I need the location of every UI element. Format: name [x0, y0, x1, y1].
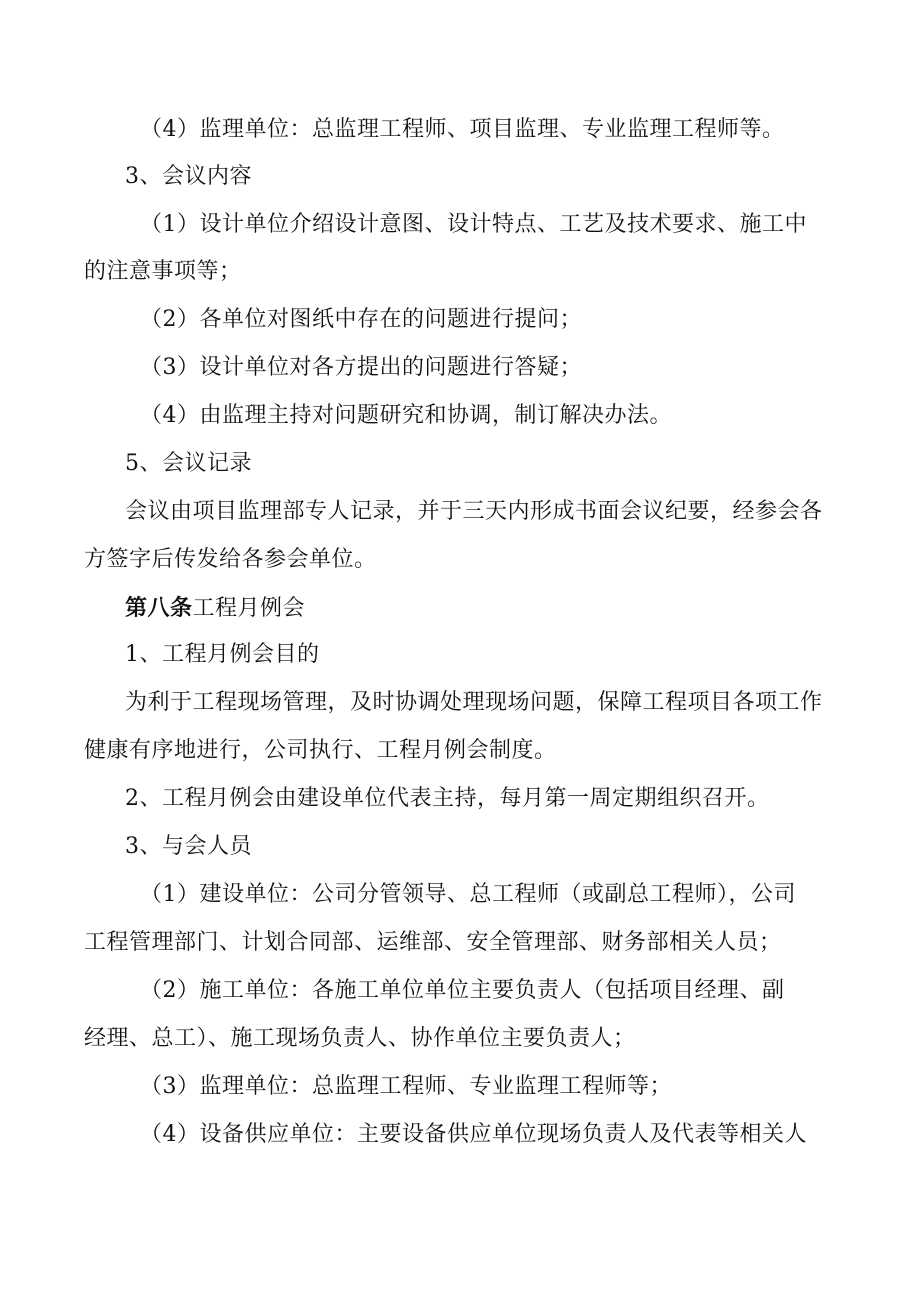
- paragraph-line: （4）监理单位：总监理工程师、项目监理、专业监理工程师等。: [140, 117, 785, 142]
- article-heading: [125, 593, 305, 624]
- paragraph-line: （2）各单位对图纸中存在的问题进行提问；: [140, 307, 582, 332]
- article-number: 第八条: [125, 595, 193, 621]
- paragraph-line: 方签字后传发给各参会单位。: [84, 547, 377, 572]
- paragraph-line: 工程管理部门、计划合同部、运维部、安全管理部、财务部相关人员；: [84, 930, 782, 955]
- article-title: 工程月例会: [192, 596, 306, 621]
- section-heading: 3、会议内容: [125, 164, 252, 189]
- section-heading: 1、工程月例会目的: [125, 642, 320, 667]
- paragraph-line: （1）建设单位：公司分管领导、总工程师（或副总工程师），公司: [140, 882, 796, 907]
- paragraph-line: 2、工程月例会由建设单位代表主持，每月第一周定期组织召开。: [125, 786, 770, 811]
- paragraph-line: （4）由监理主持对问题研究和协调，制订解决办法。: [140, 403, 672, 428]
- paragraph-line: 的注意事项等；: [84, 259, 242, 284]
- section-heading: 5、会议记录: [125, 451, 252, 476]
- paragraph-line: （3）监理单位：总监理工程师、专业监理工程师等；: [140, 1074, 672, 1099]
- paragraph-line: 健康有序地进行，公司执行、工程月例会制度。: [84, 738, 557, 763]
- paragraph-line: （1）设计单位介绍设计意图、设计特点、工艺及技术要求、施工中: [140, 212, 807, 237]
- paragraph-line: 经理、总工）、施工现场负责人、协作单位主要负责人；: [84, 1026, 636, 1051]
- paragraph-line: （4）设备供应单位：主要设备供应单位现场负责人及代表等相关人: [140, 1122, 807, 1147]
- paragraph-line: （2）施工单位：各施工单位单位主要负责人（包括项目经理、副: [140, 978, 785, 1003]
- paragraph-line: 为利于工程现场管理，及时协调处理现场问题，保障工程项目各项工作: [125, 690, 823, 715]
- paragraph-line: 会议由项目监理部专人记录，并于三天内形成书面会议纪要，经参会各: [125, 499, 823, 524]
- section-heading: 3、与会人员: [125, 834, 252, 859]
- paragraph-line: （3）设计单位对各方提出的问题进行答疑；: [140, 355, 582, 380]
